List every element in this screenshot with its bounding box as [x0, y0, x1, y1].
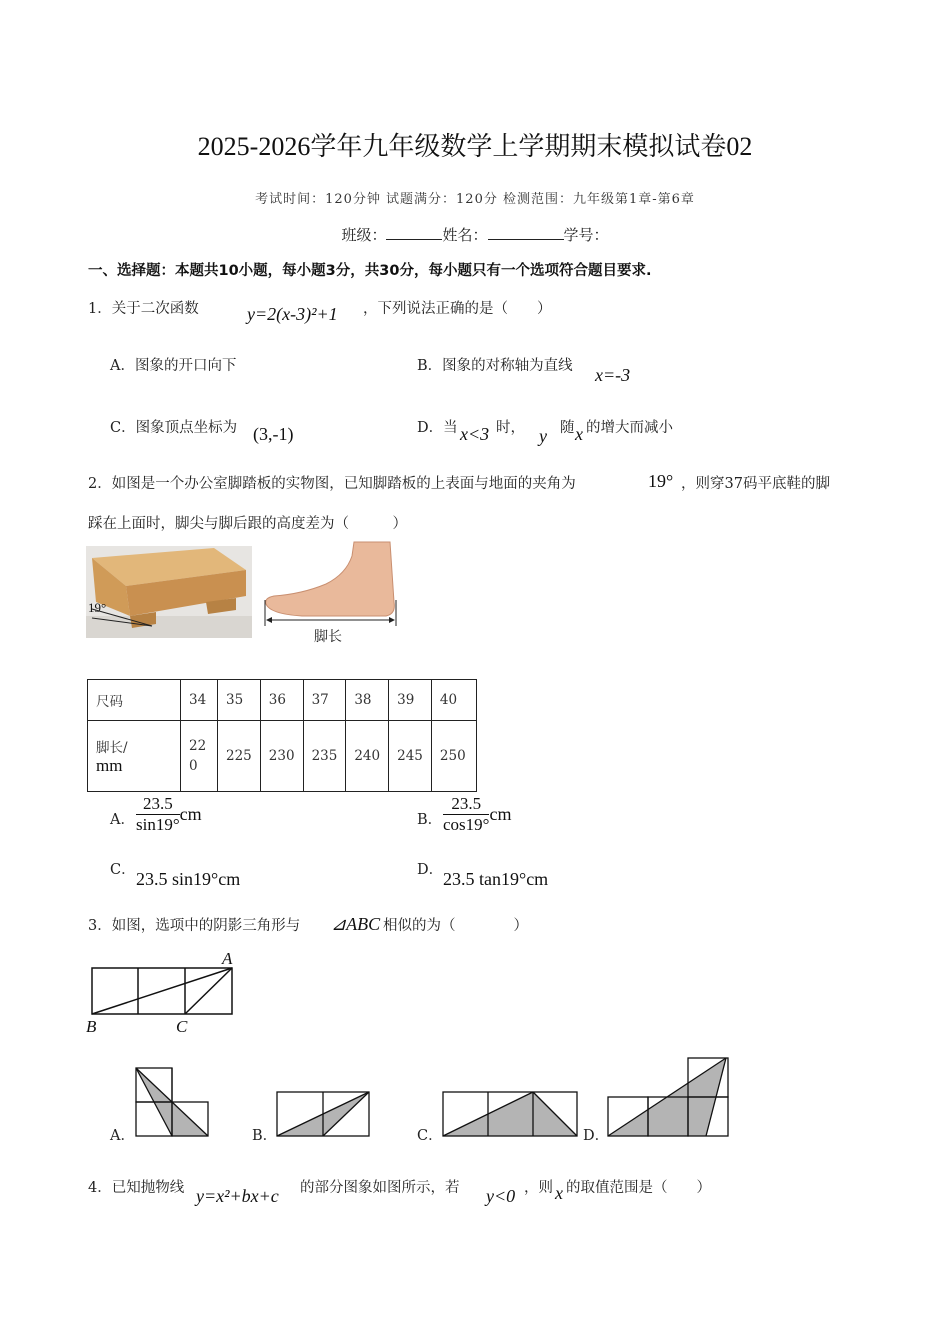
- q1-option-b-text: B．图象的对称轴为直线: [417, 358, 573, 374]
- q2-line1-b: ，则穿37码平底鞋的脚: [681, 476, 830, 492]
- q1-option-d-1: D．当: [417, 420, 458, 436]
- foot-length-label: 脚长: [314, 629, 342, 645]
- footrest-photo: [86, 546, 252, 638]
- table-head-length: [88, 721, 181, 792]
- table-cell: 39: [389, 680, 432, 721]
- table-cell: 245: [389, 721, 432, 792]
- q1-prefix: 1．关于二次函数: [88, 301, 199, 317]
- q2-option-b-label: B．: [417, 812, 443, 828]
- q2-option-b-num: 23.5: [443, 794, 489, 815]
- q3-option-c-figure: [441, 1090, 581, 1140]
- class-blank[interactable]: [386, 225, 442, 240]
- q1-option-d-math3: x: [575, 424, 583, 444]
- q4-condition: y<0: [486, 1186, 516, 1206]
- q2-line1-a: 2．如图是一个办公室脚踏板的实物图，已知脚踏板的上表面与地面的夹角为: [88, 476, 576, 492]
- abc-grid-figure: [84, 950, 244, 1038]
- q2-line1-angle: 19°: [648, 471, 674, 491]
- q2-option-b-fraction: [443, 794, 489, 835]
- table-cell: 37: [303, 680, 346, 721]
- q2-option-a-den: sin19°: [136, 815, 180, 834]
- q3-option-a-label: A．: [110, 1128, 135, 1144]
- q2-option-a-num: 23.5: [136, 794, 180, 815]
- table-cell: 240: [346, 721, 389, 792]
- q2-option-a-unit: cm: [179, 804, 202, 824]
- table-row: [88, 680, 477, 721]
- q1-option-d-3: 随: [560, 420, 575, 436]
- foot-illustration: [262, 540, 402, 648]
- table-cell: 250: [431, 721, 476, 792]
- q2-option-a-fraction: [136, 794, 180, 835]
- q2-line2: 踩在上面时，脚尖与脚后跟的高度差为（ ）: [88, 516, 407, 532]
- table-cell: 225: [218, 721, 261, 792]
- table-head-size: 尺码: [88, 680, 181, 721]
- q2-option-a-math: [136, 794, 202, 835]
- label-c: C: [176, 1017, 188, 1036]
- q2-option-c-label: C．: [110, 862, 136, 878]
- exam-meta: 考试时间：120分钟 试题满分：120分 检测范围：九年级第1章-第6章: [255, 192, 695, 207]
- name-blank[interactable]: [488, 225, 564, 240]
- q1-option-c-text: C．图象顶点坐标为: [110, 420, 238, 436]
- q2-option-b-math: [443, 794, 511, 835]
- q1-suffix: ，下列说法正确的是（ ）: [363, 301, 552, 317]
- photo-angle-label: 19°: [88, 600, 107, 615]
- label-b: B: [86, 1017, 97, 1036]
- section-title: 一、选择题：本题共10小题，每小题3分，共30分，每小题只有一个选项符合题目要求.: [88, 263, 652, 279]
- q1-option-d-math1: x<3: [460, 424, 490, 444]
- q2-option-d-math: 23.5 tan19°cm: [443, 869, 549, 889]
- table-cell: 230: [260, 721, 303, 792]
- shoe-size-table: [87, 679, 477, 792]
- q2-option-a-label: A．: [110, 812, 135, 828]
- q1-option-c-math: (3,-1): [253, 424, 294, 444]
- table-cell: 40: [431, 680, 476, 721]
- q2-option-b-unit: cm: [489, 804, 512, 824]
- table-cell: 34: [181, 680, 218, 721]
- id-label: 学号：: [563, 226, 609, 244]
- q4-variable: x: [555, 1183, 563, 1203]
- student-info: [0, 224, 950, 245]
- q3-option-d-label: D．: [583, 1128, 610, 1144]
- q1-formula: y=2(x-3)²+1: [247, 304, 338, 324]
- q3-option-b-label: B．: [252, 1128, 278, 1144]
- q1-option-a: A．图象的开口向下: [110, 358, 237, 374]
- q3-text-a: 3．如图，选项中的阴影三角形与: [88, 918, 301, 934]
- table-head-length-unit: mm: [96, 756, 123, 775]
- q1-option-d-4: 的增大而减小: [586, 420, 673, 436]
- q4-prefix: 4．已知抛物线: [88, 1180, 185, 1196]
- name-label: 姓名：: [442, 226, 488, 244]
- table-cell: 220: [181, 721, 218, 792]
- q3-option-a-figure: [134, 1066, 212, 1140]
- q3-option-b-figure: [275, 1090, 373, 1140]
- table-cell: 35: [218, 680, 261, 721]
- q1-option-d-2: 时，: [496, 420, 525, 436]
- q4-suffix: 的取值范围是（ ）: [566, 1180, 711, 1196]
- q4-formula: y=x²+bx+c: [196, 1186, 279, 1206]
- table-cell: 235: [303, 721, 346, 792]
- q3-text-b: 相似的为（ ）: [383, 918, 528, 934]
- q1-option-d-math2: y: [539, 426, 547, 446]
- q1-option-b-math: x=-3: [595, 365, 631, 385]
- q2-option-d-label: D．: [417, 862, 444, 878]
- table-row: [88, 721, 477, 792]
- q4-middle: 的部分图象如图所示，若: [300, 1180, 460, 1196]
- class-label: 班级：: [341, 226, 387, 244]
- q3-option-c-label: C．: [417, 1128, 443, 1144]
- q2-option-b-den: cos19°: [443, 815, 490, 834]
- label-a: A: [222, 949, 233, 968]
- q4-then: ，则: [524, 1180, 553, 1196]
- q3-triangle: ⊿ABC: [331, 914, 381, 934]
- table-head-length-a: 脚长/: [96, 740, 128, 756]
- q2-option-c-math: 23.5 sin19°cm: [136, 869, 241, 889]
- table-cell: 38: [346, 680, 389, 721]
- table-cell: 36: [260, 680, 303, 721]
- q3-option-d-figure: [606, 1056, 732, 1140]
- page-title: 2025-2026学年九年级数学上学期期末模拟试卷02: [197, 132, 753, 161]
